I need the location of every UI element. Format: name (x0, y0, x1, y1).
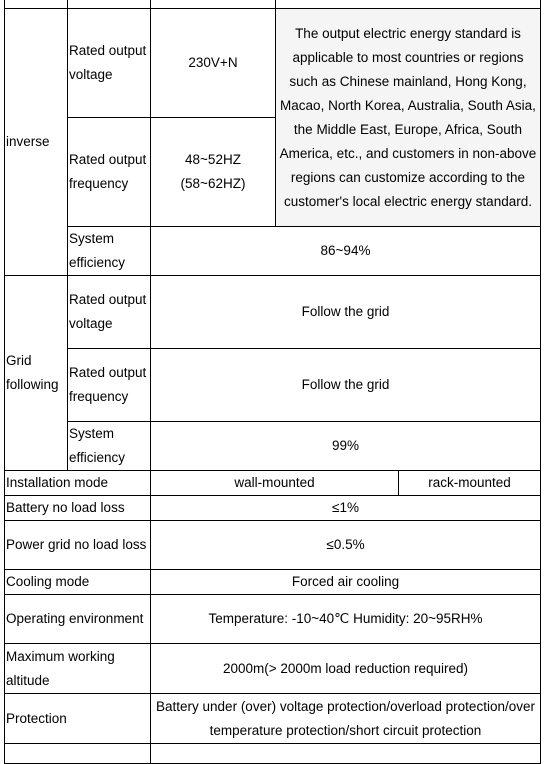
battery-no-load-loss-label: Battery no load loss (5, 496, 151, 521)
inverse-rated-voltage-value: 230V+N (151, 9, 276, 118)
grid-no-load-loss-value: ≤0.5% (151, 521, 541, 570)
operating-environment-label: Operating environment (5, 595, 151, 644)
spec-table (4, 0, 541, 764)
empty-cell (151, 744, 541, 764)
grid-rated-voltage-label: Rated output voltage (68, 276, 151, 349)
cooling-mode-value: Forced air cooling (151, 570, 541, 595)
grid-rated-voltage-value: Follow the grid (151, 276, 541, 349)
grid-rated-frequency-label: Rated output frequency (68, 349, 151, 422)
grid-efficiency-value: 99% (151, 422, 541, 471)
table-row (5, 694, 541, 744)
protection-value: Battery under (over) voltage protection/overload protection/over temperature protection/short circuit protection (151, 694, 541, 744)
output-standard-note: The output electric energy standard is applicable to most countries or regions such as Chinese mainland, Hong Kong, Macao, North Korea, Australia, South Asia, the Middle East, Europe, Africa, South America, etc., and customers in non-above regions can customize according to the customer's local electric energy standard. (276, 9, 541, 227)
table-row (5, 349, 541, 422)
empty-cell (276, 0, 541, 9)
max-altitude-value: 2000m(> 2000m load reduction required) (151, 644, 541, 694)
inverse-rated-frequency-value (151, 118, 276, 227)
grid-no-load-loss-label: Power grid no load loss (5, 521, 151, 570)
operating-environment-value: Temperature: -10~40℃ Humidity: 20~95RH% (151, 595, 541, 644)
table-bottom-row (5, 744, 541, 764)
inverse-efficiency-value: 86~94% (151, 227, 541, 276)
grid-rated-frequency-value: Follow the grid (151, 349, 541, 422)
inverse-group-label: inverse (5, 9, 68, 276)
table-top-row (5, 0, 541, 9)
inverse-rated-frequency-label: Rated output frequency (68, 118, 151, 227)
frequency-alternate: (58~62HZ) (180, 176, 246, 191)
installation-mode-label: Installation mode (5, 471, 151, 496)
inverse-rated-voltage-label: Rated output voltage (68, 9, 151, 118)
frequency-primary: 48~52HZ (185, 152, 241, 167)
installation-mode-rack: rack-mounted (399, 471, 541, 496)
table-row (5, 227, 541, 276)
table-row (5, 496, 541, 521)
table-row (5, 422, 541, 471)
table-row (5, 9, 541, 118)
table-row (5, 570, 541, 595)
empty-cell (151, 0, 276, 9)
empty-cell (5, 744, 151, 764)
installation-mode-wall: wall-mounted (151, 471, 399, 496)
empty-cell (5, 0, 68, 9)
cooling-mode-label: Cooling mode (5, 570, 151, 595)
battery-no-load-loss-value: ≤1% (151, 496, 541, 521)
empty-cell (68, 0, 151, 9)
protection-label: Protection (5, 694, 151, 744)
table-row (5, 521, 541, 570)
grid-efficiency-label: System efficiency (68, 422, 151, 471)
table-row (5, 471, 541, 496)
grid-following-group-label: Grid following (5, 276, 68, 471)
table-row (5, 595, 541, 644)
table-row (5, 276, 541, 349)
inverse-efficiency-label: System efficiency (68, 227, 151, 276)
table-row (5, 644, 541, 694)
max-altitude-label: Maximum working altitude (5, 644, 151, 694)
